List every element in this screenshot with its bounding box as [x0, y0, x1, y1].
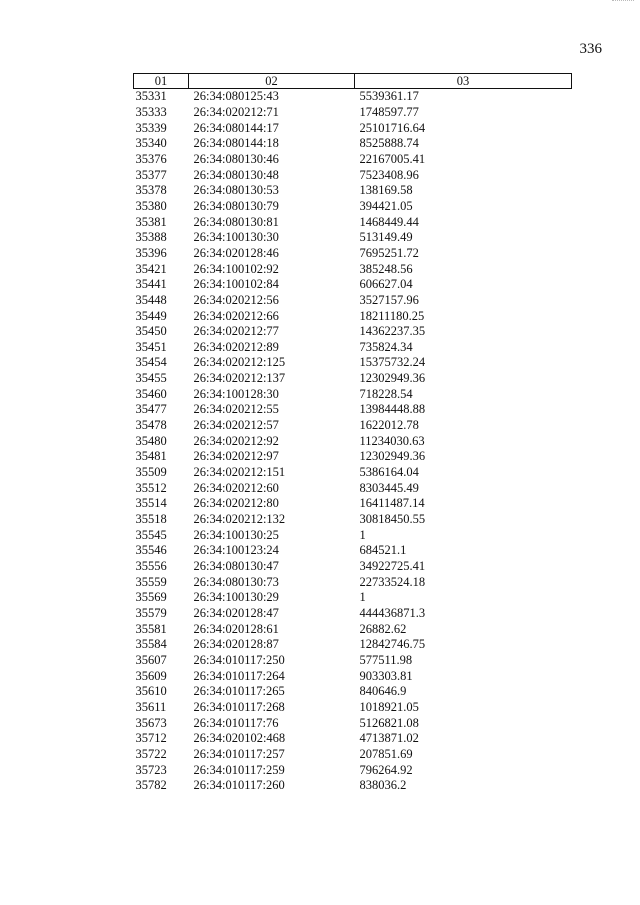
table-row: [134, 214, 572, 230]
cadastral-number-cell: 26:34:020212:151: [193, 465, 286, 480]
table-row: [134, 778, 572, 794]
value-cell: 444436871.3: [359, 605, 426, 620]
table-header: [134, 74, 572, 89]
cadastral-number-cell: 26:34:080130:79: [193, 198, 279, 213]
cadastral-number-cell: 26:34:020212:80: [193, 496, 279, 511]
table-row: [134, 324, 572, 340]
row-number-cell: 35556: [135, 559, 167, 574]
cadastral-number-cell: 26:34:010117:264: [193, 668, 285, 683]
table-row: [134, 653, 572, 669]
row-number-cell: 35478: [135, 418, 167, 433]
value-cell: 22167005.41: [359, 151, 426, 166]
cadastral-number-cell: 26:34:100102:84: [193, 277, 279, 292]
value-cell: 22733524.18: [359, 574, 426, 589]
cadastral-number-cell: 26:34:080130:47: [193, 559, 279, 574]
row-number-cell: 35559: [135, 574, 167, 589]
table-row: [134, 512, 572, 528]
table-row: [134, 433, 572, 449]
table-row: [134, 574, 572, 590]
table-row: [134, 731, 572, 747]
value-cell: 4713871.02: [359, 731, 419, 746]
row-number-cell: 35546: [135, 543, 167, 558]
table-row: [134, 762, 572, 778]
cadastral-number-cell: 26:34:020212:97: [193, 449, 279, 464]
cadastral-number-cell: 26:34:100130:25: [193, 527, 279, 542]
table-row: [134, 449, 572, 465]
cadastral-number-cell: 26:34:100123:24: [193, 543, 279, 558]
row-number-cell: 35449: [135, 308, 167, 323]
value-cell: 796264.92: [359, 762, 413, 777]
value-cell: 3527157.96: [359, 292, 419, 307]
table-row: [134, 465, 572, 481]
cadastral-number-cell: 26:34:020212:137: [193, 371, 286, 386]
row-number-cell: 35509: [135, 465, 167, 480]
row-number-cell: 35584: [135, 637, 167, 652]
row-number-cell: 35514: [135, 496, 167, 511]
value-cell: 15375732.24: [359, 355, 426, 370]
cadastral-number-cell: 26:34:020102:468: [193, 731, 286, 746]
row-number-cell: 35782: [135, 778, 167, 793]
value-cell: 5386164.04: [359, 465, 419, 480]
row-number-cell: 35481: [135, 449, 167, 464]
row-number-cell: 35569: [135, 590, 167, 605]
value-cell: 1622012.78: [359, 418, 419, 433]
value-cell: 735824.34: [359, 339, 413, 354]
row-number-cell: 35477: [135, 402, 167, 417]
cadastral-number-cell: 26:34:020212:60: [193, 480, 279, 495]
cadastral-number-cell: 26:34:020212:56: [193, 292, 279, 307]
table-row: [134, 277, 572, 293]
cadastral-number-cell: 26:34:010117:259: [193, 762, 285, 777]
value-cell: 838036.2: [359, 778, 407, 793]
value-cell: 718228.54: [359, 386, 413, 401]
row-number-cell: 35331: [135, 89, 167, 104]
row-number-cell: 35441: [135, 277, 167, 292]
cadastral-number-cell: 26:34:080125:43: [193, 89, 279, 104]
value-cell: 684521.1: [359, 543, 407, 558]
row-number-cell: 35712: [135, 731, 167, 746]
cadastral-number-cell: 26:34:020212:77: [193, 324, 279, 339]
table-row: [134, 543, 572, 559]
value-cell: 16411487.14: [359, 496, 425, 511]
table-row: [134, 637, 572, 653]
table-row: [134, 386, 572, 402]
cadastral-number-cell: 26:34:020212:55: [193, 402, 279, 417]
row-number-cell: 35381: [135, 214, 167, 229]
value-cell: 14362237.35: [359, 324, 426, 339]
value-cell: 25101716.64: [359, 120, 426, 135]
table-row: [134, 606, 572, 622]
cadastral-number-cell: 26:34:080130:48: [193, 167, 279, 182]
value-cell: 11234030.63: [359, 433, 425, 448]
cadastral-number-cell: 26:34:010117:250: [193, 652, 285, 667]
table-row: [134, 559, 572, 575]
table-row: [134, 120, 572, 136]
value-cell: 903303.81: [359, 668, 413, 683]
value-cell: 385248.56: [359, 261, 413, 276]
cadastral-number-cell: 26:34:020128:87: [193, 637, 279, 652]
value-cell: 1: [359, 590, 366, 605]
table-row: [134, 480, 572, 496]
value-cell: 12302949.36: [359, 371, 426, 386]
row-number-cell: 35512: [135, 480, 167, 495]
cadastral-number-cell: 26:34:010117:257: [193, 746, 285, 761]
cadastral-number-cell: 26:34:020128:61: [193, 621, 279, 636]
cadastral-number-cell: 26:34:010117:76: [193, 715, 279, 730]
row-number-cell: 35460: [135, 386, 167, 401]
table-row: [134, 402, 572, 418]
row-number-cell: 35454: [135, 355, 167, 370]
table-row: [134, 167, 572, 183]
table-row: [134, 418, 572, 434]
cadastral-number-cell: 26:34:020212:89: [193, 339, 279, 354]
row-number-cell: 35581: [135, 621, 167, 636]
table-row: [134, 230, 572, 246]
cadastral-number-cell: 26:34:080130:81: [193, 214, 279, 229]
value-cell: 5126821.08: [359, 715, 419, 730]
cadastral-number-cell: 26:34:020212:132: [193, 512, 286, 527]
value-cell: 8525888.74: [359, 136, 419, 151]
value-cell: 1748597.77: [359, 104, 419, 119]
row-number-cell: 35611: [135, 699, 167, 714]
table-row: [134, 590, 572, 606]
row-number-cell: 35448: [135, 292, 167, 307]
value-cell: 606627.04: [359, 277, 413, 292]
table-row: [134, 371, 572, 387]
value-cell: 8303445.49: [359, 480, 419, 495]
row-number-cell: 35673: [135, 715, 167, 730]
value-cell: 12302949.36: [359, 449, 426, 464]
column-header-01: 01: [134, 74, 189, 89]
value-cell: 34922725.41: [359, 559, 426, 574]
row-number-cell: 35607: [135, 652, 167, 667]
value-cell: 13984448.88: [359, 402, 426, 417]
scan-corner-mark: [612, 0, 634, 7]
cadastral-number-cell: 26:34:080130:46: [193, 151, 279, 166]
cadastral-number-cell: 26:34:020212:125: [193, 355, 286, 370]
table-row: [134, 527, 572, 543]
table-row: [134, 89, 572, 105]
value-cell: 12842746.75: [359, 637, 426, 652]
row-number-cell: 35378: [135, 183, 167, 198]
value-cell: 18211180.25: [359, 308, 425, 323]
row-number-cell: 35377: [135, 167, 167, 182]
row-number-cell: 35450: [135, 324, 167, 339]
table-row: [134, 621, 572, 637]
cadastral-number-cell: 26:34:080144:17: [193, 120, 279, 135]
table-row: [134, 668, 572, 684]
cadastral-number-cell: 26:34:020212:66: [193, 308, 279, 323]
row-number-cell: 35396: [135, 245, 167, 260]
row-number-cell: 35722: [135, 746, 167, 761]
row-number-cell: 35339: [135, 120, 167, 135]
cadastral-number-cell: 26:34:010117:265: [193, 684, 285, 699]
value-cell: 30818450.55: [359, 512, 426, 527]
cadastral-number-cell: 26:34:020212:57: [193, 418, 279, 433]
row-number-cell: 35333: [135, 104, 167, 119]
cadastral-number-cell: 26:34:020212:71: [193, 104, 279, 119]
value-cell: 577511.98: [359, 652, 413, 667]
table-row: [134, 340, 572, 356]
value-cell: 840646.9: [359, 684, 407, 699]
table-row: [134, 183, 572, 199]
value-cell: 1468449.44: [359, 214, 419, 229]
table-row: [134, 496, 572, 512]
table-row: [134, 293, 572, 309]
row-number-cell: 35388: [135, 230, 167, 245]
cadastral-number-cell: 26:34:010117:260: [193, 778, 285, 793]
table-row: [134, 105, 572, 121]
cadastral-number-cell: 26:34:080144:18: [193, 136, 279, 151]
cadastral-number-cell: 26:34:100130:30: [193, 230, 279, 245]
value-cell: 1018921.05: [359, 699, 419, 714]
cadastral-number-cell: 26:34:100102:92: [193, 261, 279, 276]
table-row: [134, 308, 572, 324]
table-body: [134, 89, 572, 794]
row-number-cell: 35455: [135, 371, 167, 386]
value-cell: 7695251.72: [359, 245, 419, 260]
cadastral-number-cell: 26:34:020128:46: [193, 245, 279, 260]
cadastral-number-cell: 26:34:100130:29: [193, 590, 279, 605]
header-row: [134, 74, 572, 89]
row-number-cell: 35376: [135, 151, 167, 166]
page-number: 336: [579, 41, 602, 57]
value-cell: 26882.62: [359, 621, 407, 636]
value-cell: 5539361.17: [359, 89, 419, 104]
table-row: [134, 199, 572, 215]
cadastral-number-cell: 26:34:020212:92: [193, 433, 279, 448]
row-number-cell: 35480: [135, 433, 167, 448]
cadastral-number-cell: 26:34:010117:268: [193, 699, 285, 714]
row-number-cell: 35545: [135, 527, 167, 542]
row-number-cell: 35723: [135, 762, 167, 777]
row-number-cell: 35421: [135, 261, 167, 276]
value-cell: 7523408.96: [359, 167, 419, 182]
row-number-cell: 35451: [135, 339, 167, 354]
table-row: [134, 152, 572, 168]
value-cell: 207851.69: [359, 746, 413, 761]
cadastral-number-cell: 26:34:020128:47: [193, 605, 279, 620]
table-row: [134, 700, 572, 716]
row-number-cell: 35380: [135, 198, 167, 213]
cadastral-number-cell: 26:34:080130:53: [193, 183, 279, 198]
table-row: [134, 684, 572, 700]
row-number-cell: 35340: [135, 136, 167, 151]
value-cell: 138169.58: [359, 183, 413, 198]
row-number-cell: 35518: [135, 512, 167, 527]
value-cell: 1: [359, 527, 366, 542]
table-row: [134, 246, 572, 262]
table-row: [134, 355, 572, 371]
data-table: [133, 73, 572, 794]
row-number-cell: 35609: [135, 668, 167, 683]
table-row: [134, 136, 572, 152]
value-cell: 513149.49: [359, 230, 413, 245]
table-row: [134, 261, 572, 277]
row-number-cell: 35610: [135, 684, 167, 699]
value-cell: 394421.05: [359, 198, 413, 213]
cadastral-number-cell: 26:34:080130:73: [193, 574, 279, 589]
column-header-02: 02: [189, 74, 355, 89]
table-row: [134, 747, 572, 763]
table-row: [134, 715, 572, 731]
cadastral-number-cell: 26:34:100128:30: [193, 386, 279, 401]
column-header-03: 03: [355, 74, 572, 89]
row-number-cell: 35579: [135, 605, 167, 620]
